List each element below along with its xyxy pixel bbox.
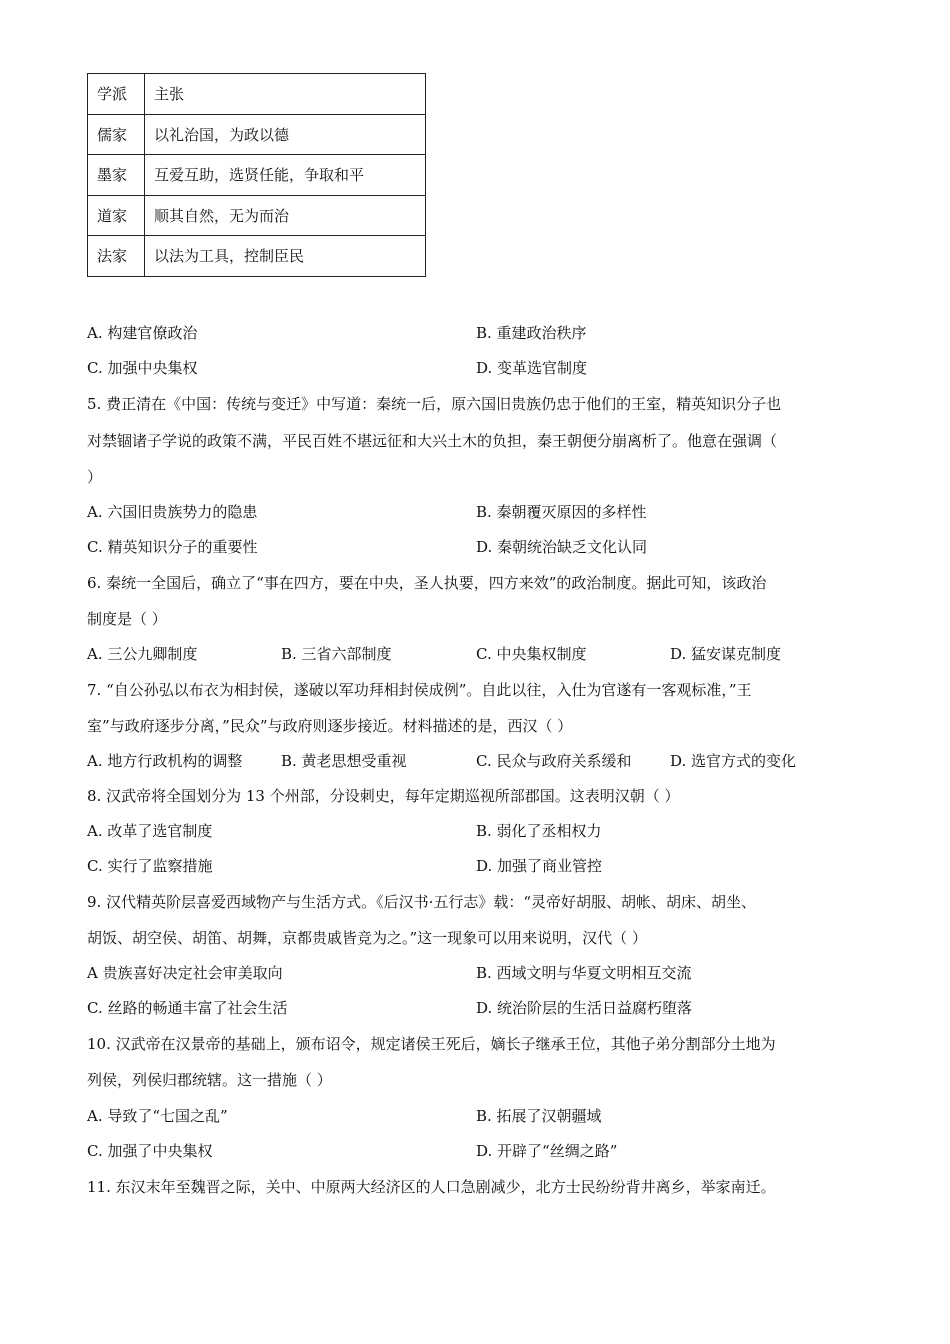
table-cell-school: 墨家 [88,155,145,196]
q7-stem-line: 室”与政府逐步分离，”民众”与政府则逐步接近。材料描述的是，西汉（ ） [87,717,573,735]
school-table [87,73,426,277]
q5-stem-line: ） [87,468,103,486]
q8-option-a: A. 改革了选官制度 [87,822,213,840]
q10-option-d: D. 开辟了“丝绸之路” [476,1142,618,1160]
q5-stem-line: 5. 费正清在《中国：传统与变迁》中写道：秦统一后，原六国旧贵族仍忠于他们的王室，精英知识分子也 [87,395,782,413]
q9-stem-line: 9. 汉代精英阶层喜爱西域物产与生活方式。《后汉书·五行志》载：“灵帝好胡服、胡帐、胡床、胡坐、 [87,893,757,911]
q9-stem-line: 胡饭、胡空侯、胡笛、胡舞，京都贵戚皆竞为之。”这一现象可以用来说明，汉代（ ） [87,929,647,947]
q10-option-c: C. 加强了中央集权 [87,1142,213,1160]
q6-option-a: A. 三公九卿制度 [87,645,198,663]
q6-option-b: B. 三省六部制度 [281,645,392,663]
q6-option-d: D. 猛安谋克制度 [670,645,782,663]
table-row [88,236,426,277]
table-cell-school: 法家 [88,236,145,277]
q6-stem-line: 6. 秦统一全国后，确立了“事在四方，要在中央，圣人执要，四方来效”的政治制度。据此可知，该政治 [87,574,767,592]
q5-option-a: A. 六国旧贵族势力的隐患 [87,503,258,521]
q5-option-b: B. 秦朝覆灭原因的多样性 [476,503,647,521]
q7-option-d: D. 选官方式的变化 [670,752,797,770]
table-cell-claim: 互爱互助，选贤任能，争取和平 [145,155,426,196]
q8-option-c: C. 实行了监察措施 [87,857,213,875]
q4-option-a: A. 构建官僚政治 [87,324,198,342]
table-header-row [88,74,426,115]
q9-option-a: A 贵族喜好决定社会审美取向 [87,964,283,982]
q8-option-b: B. 弱化了丞相权力 [476,822,602,840]
table-header-cell: 主张 [145,74,426,115]
q5-option-c: C. 精英知识分子的重要性 [87,538,258,556]
q7-option-c: C. 民众与政府关系缓和 [476,752,632,770]
q7-option-a: A. 地方行政机构的调整 [87,752,243,770]
table-row [88,195,426,236]
q9-option-d: D. 统治阶层的生活日益腐朽堕落 [476,999,693,1017]
table-row [88,114,426,155]
q6-stem-line: 制度是（ ） [87,610,167,628]
table-cell-school: 道家 [88,195,145,236]
table-cell-claim: 以礼治国，为政以德 [145,114,426,155]
q8-stem-line: 8. 汉武帝将全国划分为 13 个州部，分设刺史，每年定期巡视所部郡国。这表明汉朝（ ） [87,787,680,805]
q10-option-b: B. 拓展了汉朝疆域 [476,1107,602,1125]
q10-stem-line: 列侯，列侯归郡统辖。这一措施（ ） [87,1071,332,1089]
table-row [88,155,426,196]
q6-option-c: C. 中央集权制度 [476,645,587,663]
q5-option-d: D. 秦朝统治缺乏文化认同 [476,538,648,556]
q10-option-a: A. 导致了“七国之乱” [87,1107,228,1125]
q10-stem-line: 10. 汉武帝在汉景帝的基础上，颁布诏令，规定诸侯王死后，嫡长子继承王位，其他子弟分割部分土地为 [87,1035,776,1053]
q7-stem-line: 7. “自公孙弘以布衣为相封侯，遂破以军功拜相封侯成例”。自此以往，入仕为官遂有一客观标准，”王 [87,681,752,699]
q4-option-d: D. 变革选官制度 [476,359,588,377]
q4-option-b: B. 重建政治秩序 [476,324,587,342]
table-cell-claim: 以法为工具，控制臣民 [145,236,426,277]
q5-stem-line: 对禁锢诸子学说的政策不满，平民百姓不堪远征和大兴土木的负担，秦王朝便分崩离析了。他意在强调（ [87,432,778,450]
table-cell-claim: 顺其自然，无为而治 [145,195,426,236]
q9-option-b: B. 西域文明与华夏文明相互交流 [476,964,692,982]
q9-option-c: C. 丝路的畅通丰富了社会生活 [87,999,288,1017]
q4-option-c: C. 加强中央集权 [87,359,198,377]
q7-option-b: B. 黄老思想受重视 [281,752,407,770]
q8-option-d: D. 加强了商业管控 [476,857,603,875]
q11-stem-line: 11. 东汉末年至魏晋之际，关中、中原两大经济区的人口急剧减少，北方士民纷纷背井离乡，举家南迁。 [87,1178,776,1196]
table-cell-school: 儒家 [88,114,145,155]
table-header-cell: 学派 [88,74,145,115]
